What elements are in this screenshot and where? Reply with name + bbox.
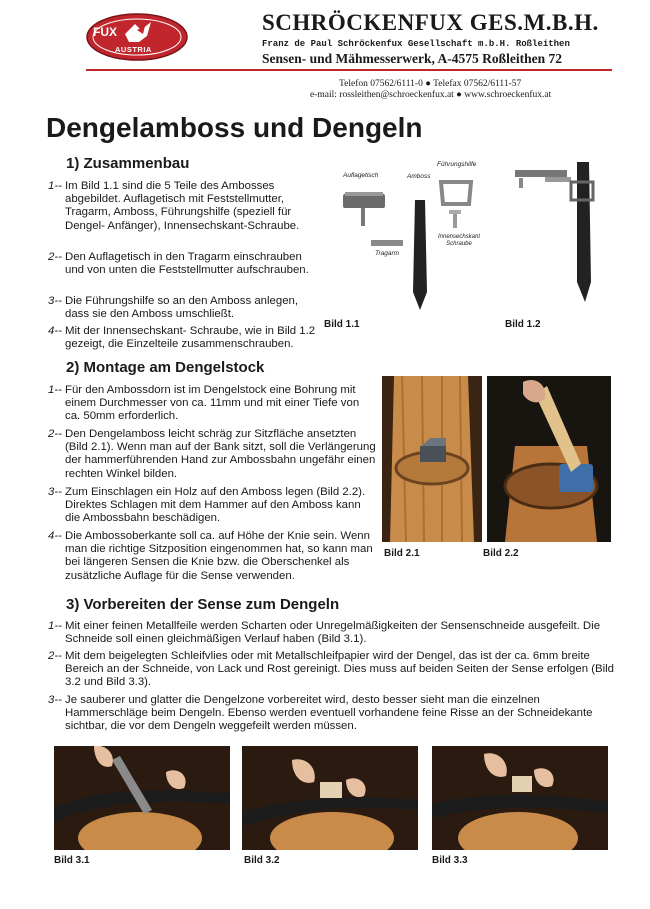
section-heading-vorbereiten: 3) Vorbereiten der Sense zum Dengeln	[66, 596, 340, 613]
list-item	[48, 650, 620, 690]
list-item	[48, 428, 376, 481]
item-text: Zum Einschlagen ein Holz auf den Amboss legen (Bild 2.2). Direktes Schlagen mit dem Hammer auf den Amboss kann die Ambossbahn beschädigen.	[65, 486, 366, 525]
item-text: Mit dem beigelegten Schleifvlies oder mit Metallschleifpapier wird der Dengel, das ist der ca. 6mm breite Bereich an der Schneide, von Lack und Rost gereinigt. Dies muss auf beiden Seiten der Sense erfolgen (Bild 3.2 und Bild 3.3).	[65, 650, 614, 689]
figure-label: Auflagetisch	[343, 172, 379, 179]
contact-phone: Telefon 07562/6111-0 ● Telefax 07562/6111-57	[339, 79, 522, 89]
figure-bild-1-2	[505, 152, 615, 312]
list-item	[48, 530, 378, 583]
item-number: 1--	[48, 384, 62, 396]
item-text: Je sauberer und glatter die Dengelzone vorbereitet wird, desto besser sieht man die einzelnen Hammerschläge beim Dengeln. Ebenso werden eventuell vorhandene feine Risse an der Schneidekante sichtbar, die vor dem Dengeln weggefeilt werden müssen.	[65, 694, 593, 733]
list-item	[48, 384, 376, 424]
item-number: 4--	[48, 530, 62, 542]
item-text: Den Dengelamboss leicht schräg zur Sitzfläche ansetzten (Bild 2.1). Wenn man auf der Bank sitzt, soll die Verlängerung der hammerführenden Hand zur Ambossbahn ungefähr einen rechten Winkel bilden.	[65, 428, 376, 480]
section-heading-zusammenbau: 1) Zusammenbau	[66, 155, 190, 172]
item-number: 1--	[48, 180, 62, 192]
item-text: Im Bild 1.1 sind die 5 Teile des Ambosses abgebildet. Auflagetisch mit Feststellmutter, Tragarm, Amboss, Führungshilfe (speziell für Dengel- Anfänger), Innensechskant-Schraube.	[65, 180, 300, 232]
page-title: Dengelamboss und Dengeln	[46, 112, 423, 143]
item-text: Die Ambossoberkante soll ca. auf Höhe der Knie sein. Wenn man die richtige Sitzposition eingenommen hat, so kann man bei längeren Sensen die Knie bzw. die Oberschenkel als zusätzliche Auflage für die Sense verwenden.	[65, 530, 373, 582]
list-item	[48, 620, 620, 646]
item-number: 1--	[48, 620, 62, 632]
item-number: 3--	[48, 694, 62, 706]
header-rule	[86, 69, 612, 71]
figure-bild-2-2	[487, 376, 611, 542]
list-item	[48, 295, 316, 321]
list-item	[48, 694, 620, 734]
item-number: 3--	[48, 295, 62, 307]
figure-bild-2-1	[382, 376, 482, 542]
figure-bild-3-1	[54, 746, 230, 850]
figure-caption: Bild 2.2	[483, 548, 519, 559]
item-number: 4--	[48, 325, 62, 337]
list-item	[48, 325, 358, 351]
item-number: 2--	[48, 428, 62, 440]
logo-text-top: FUX	[93, 25, 117, 39]
figure-label: Tragarm	[375, 250, 400, 257]
figure-label: Innensechskant Schraube	[437, 234, 481, 247]
figure-caption: Bild 2.1	[384, 548, 420, 559]
company-address: Sensen- und Mähmesserwerk, A-4575 Roßleithen 72	[262, 51, 563, 66]
item-number: 2--	[48, 251, 62, 263]
figure-label: Führungshilfe	[437, 161, 477, 168]
item-number: 2--	[48, 650, 62, 662]
figure-caption: Bild 1.1	[324, 319, 360, 330]
figure-caption: Bild 1.2	[505, 319, 541, 330]
figure-bild-3-3	[432, 746, 608, 850]
item-text: Für den Ambossdorn ist im Dengelstock eine Bohrung mit einem Durchmesser von ca. 11mm und mit einer Tiefe von ca. 50mm erforderlich.	[65, 384, 360, 423]
contact-email: e-mail: rossleithen@schroeckenfux.at ● www.schroeckenfux.at	[310, 90, 552, 100]
item-text: Die Führungshilfe so an den Amboss anlegen, dass sie den Amboss umschließt.	[65, 295, 299, 321]
figure-bild-1-1	[323, 152, 493, 312]
list-item	[48, 180, 316, 233]
item-number: 3--	[48, 486, 62, 498]
figure-bild-3-2	[242, 746, 418, 850]
company-logo	[85, 12, 189, 62]
company-name: SCHRÖCKENFUX GES.M.B.H.	[262, 10, 599, 35]
section-heading-montage: 2) Montage am Dengelstock	[66, 359, 265, 376]
list-item	[48, 251, 316, 277]
list-item	[48, 486, 376, 526]
logo-text-bottom: AUSTRIA	[115, 45, 152, 54]
company-subtitle: Franz de Paul Schröckenfux Gesellschaft m.b.H. Roßleithen	[262, 39, 570, 49]
figure-label: Amboss	[407, 173, 431, 180]
figure-caption: Bild 3.1	[54, 855, 90, 866]
figure-caption: Bild 3.2	[244, 855, 280, 866]
item-text: Mit einer feinen Metallfeile werden Scharten oder Unregelmäßigkeiten der Sensenschneide ausgefeilt. Die Schneide soll einen gleichmäßigen Verlauf haben (Bild 3.1).	[65, 620, 601, 646]
figure-caption: Bild 3.3	[432, 855, 468, 866]
item-text: Mit der Innensechskant- Schraube, wie in Bild 1.2 gezeigt, die Einzelteile zusammenschrauben.	[65, 325, 316, 351]
item-text: Den Auflagetisch in den Tragarm einschrauben und von unten die Feststellmutter aufschrauben.	[65, 251, 309, 277]
